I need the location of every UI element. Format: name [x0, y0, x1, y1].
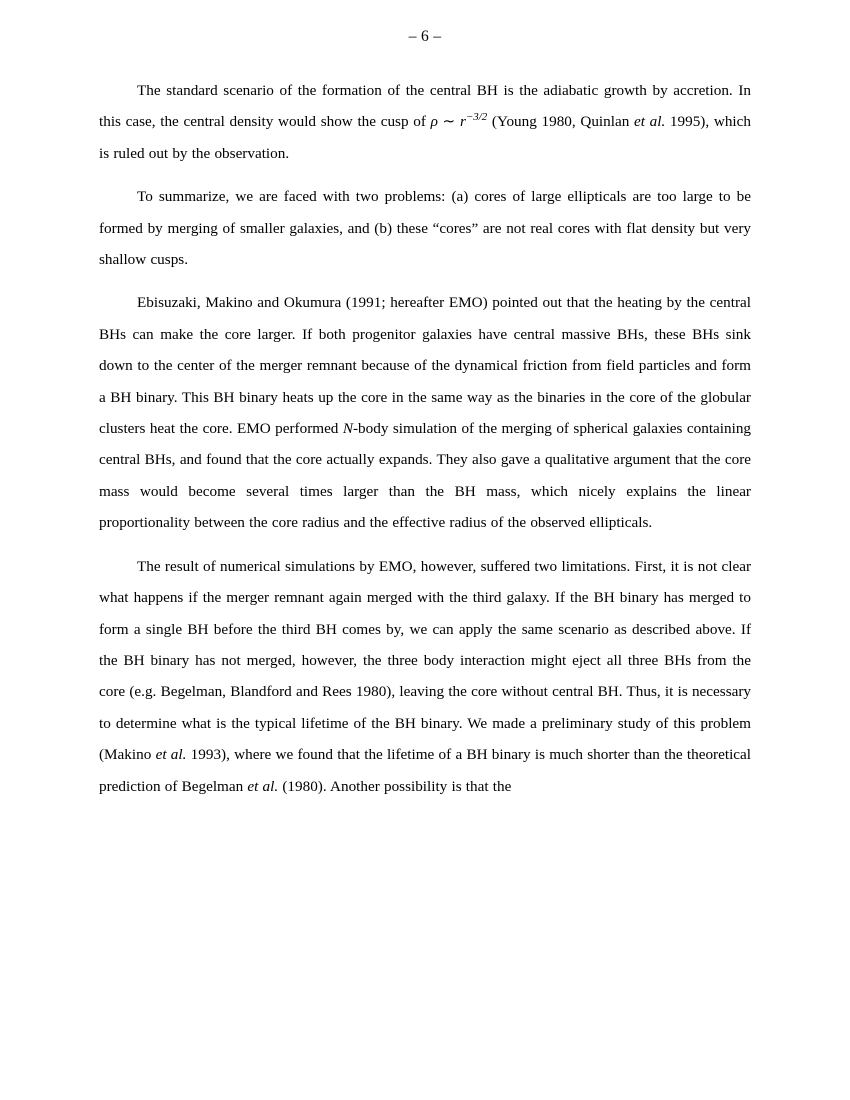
para-emo-heating: Ebisuzaki, Makino and Okumura (1991; hereafter EMO) pointed out that the heating by the central BHs can make the core larger. If both progenitor galaxies have central massive BHs, these BHs sink down to the center of the merger remnant because of the dynamical friction from field particles and form a BH binary. This BH binary heats up the core in the same way as the binaries in the core of the globular clusters heat the core. EMO performed N-body simulation of the merging of spherical galaxies containing central BHs, and found that the core actually expands. They also gave a qualitative argument that the core mass would become several times larger than the BH mass, which nicely explains the linear proportionality between the core radius and the effective radius of the observed ellipticals. — [99, 294, 752, 532]
para-adiabatic-growth: The standard scenario of the formation of the central BH is the adiabatic growth by accretion. In this case, the central density would show the cusp of ρ ∼ $r^{-3/2}$ (Young 1980, Quinlan et al. 1995), which is ruled out by the observation. — [99, 82, 751, 162]
para-two-problems: To summarize, we are faced with two problems: (a) cores of large ellipticals are too large to be formed by merging of smaller galaxies, and (b) these “cores” are not real cores with flat density but very shallow cusps. — [99, 188, 751, 269]
page-number: – 6 – — [408, 28, 442, 45]
para-limitations: The result of numerical simulations by EMO, however, suffered two limitations. First, it is not clear what happens if the merger remnant again merged with the third galaxy. If the BH binary has merged to form a single BH before the third BH comes by, we can apply the same scenario as described above. If the BH binary has not merged, however, the three body interaction might eject all three BHs from the core (e.g. Begelman, Blandford and Rees 1980), leaving the core without central BH. Thus, it is necessary to determine what is the typical lifetime of the BH binary. We made a preliminary study of this problem (Makino et al. 1993), where we found that the lifetime of a BH binary is much shorter than the theoretical prediction of Begelman et al. (1980). Another possibility is that the — [99, 557, 751, 795]
body-text-column — [99, 75, 751, 802]
